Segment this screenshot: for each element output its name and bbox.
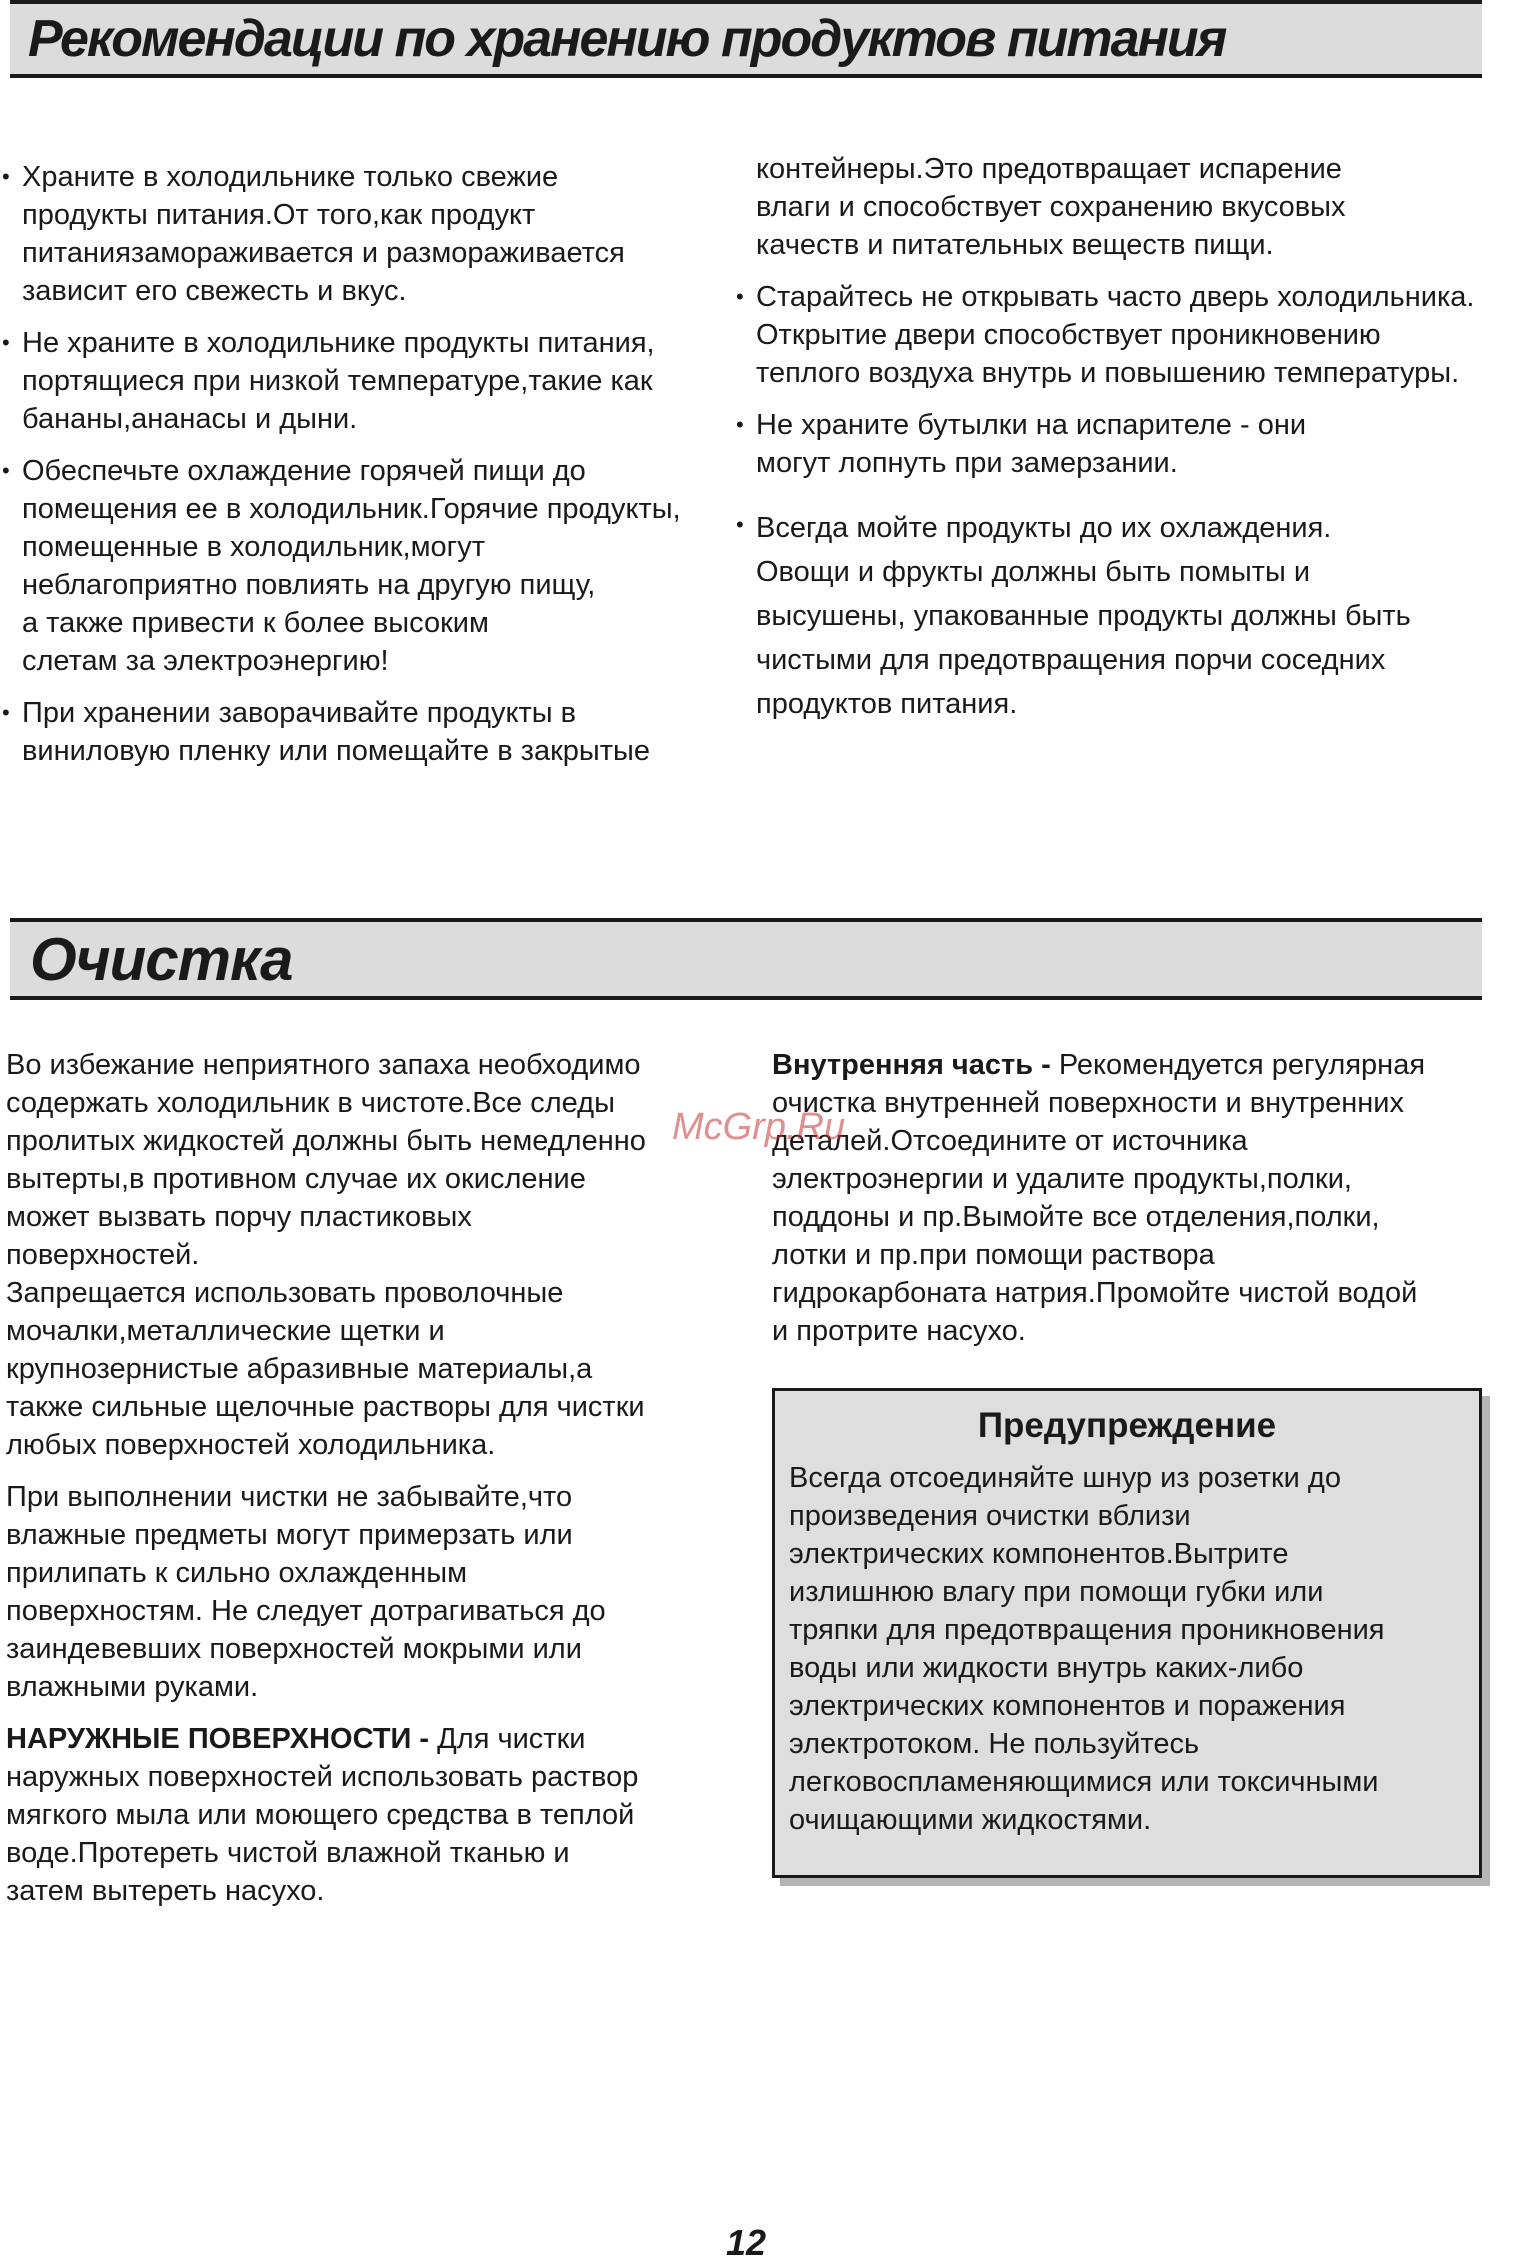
cleaning-paragraph: При выполнении чистки не забывайте,что влажные предметы могут примерзать или прилипать к сильно охлажденным поверхностям. Не следует дотрагиваться до заиндевевших поверхностей мокрыми или влажными руками. [6, 1481, 606, 1703]
storage-bullet: • При хранении заворачивайте продукты в виниловую пленку или помещайте в закрытые [2, 694, 722, 770]
cleaning-right-column [772, 1046, 1492, 1364]
storage-bullet: • Не храните в холодильнике продукты питания, портящиеся при низкой температуре,такие как бананы,ананасы и дыни. [2, 324, 722, 438]
warning-title: Предупреждение [977, 1406, 1277, 1445]
cleaning-paragraph: Запрещается использовать проволочные мочалки,металлические щетки и крупнозернистые абразивные материалы,а также сильные щелочные растворы для чистки любых поверхностей холодильника. [6, 1277, 645, 1461]
watermark: McGrp.Ru [672, 1106, 846, 1148]
warning-box [772, 1388, 1482, 1878]
cleaning-left-column [6, 1046, 726, 1924]
bullet-icon: • [736, 512, 744, 537]
warning-text: Всегда отсоединяйте шнур из розетки до произведения очистки вблизи электрических компонентов.Вытрите излишнюю влагу при помощи губки или тряпки для предотвращения проникновения воды или жидкости внутрь каких-либо электрических компонентов и поражения электротоком. Не пользуйтесь легковоспламеняющимися или токсичными очищающими жидкостями. [789, 1462, 1385, 1836]
page-number: 12 [726, 2222, 767, 2263]
bullet-icon: • [736, 412, 744, 437]
interior-paragraph: Внутренняя часть - Рекомендуется регулярная очистка внутренней поверхности и внутренних деталей.Отсоедините от источника электроэнергии и удалите продукты,полки, поддоны и пр.Вымойте все отделения,полки, лотки и пр.при помощи раствора гидрокарбоната натрия.Промойте чистой водой и протрите насухо. [772, 1049, 1426, 1347]
storage-bullet: • Не храните бутылки на испарителе - они могут лопнуть при замерзании. [736, 406, 1536, 482]
cleaning-paragraph: Во избежание неприятного запаха необходимо содержать холодильник в чистоте.Все следы пролитых жидкостей должны быть немедленно вытерты,в противном случае их окисление может вызвать порчу пластиковых поверхностей. [6, 1049, 646, 1271]
storage-section-banner [10, 0, 1482, 78]
interior-heading: Внутренняя часть - [772, 1049, 1059, 1081]
storage-bullet: • Старайтесь не открывать часто дверь холодильника. Открытие двери способствует проникновению теплого воздуха внутрь и повышению температуры. [736, 278, 1536, 392]
bullet-icon: • [2, 458, 10, 483]
storage-left-column [2, 158, 722, 770]
storage-right-column [736, 150, 1536, 726]
bullet-icon: • [2, 700, 10, 725]
storage-bullet: • Всегда мойте продукты до их охлаждения. Овощи и фрукты должны быть помыты и высушены, упакованные продукты должны быть чистыми для предотвращения порчи соседних продуктов питания. [736, 506, 1536, 726]
exterior-heading: НАРУЖНЫЕ ПОВЕРХНОСТИ - [6, 1723, 438, 1755]
storage-bullet: • Храните в холодильнике только свежие продукты питания.От того,как продукт питаниязамораживается и размораживается зависит его свежесть и вкус. [2, 158, 722, 310]
bullet-icon: • [2, 330, 10, 355]
storage-section-title: Рекомендации по хранению продуктов питания [28, 10, 1226, 68]
cleaning-section-banner [10, 918, 1482, 1000]
bullet-icon: • [2, 164, 10, 189]
cleaning-section-title: Очистка [30, 926, 293, 993]
storage-bullet: • Обеспечьте охлаждение горячей пищи до помещения ее в холодильник.Горячие продукты, помещенные в холодильник,могут неблагоприятно повлиять на другую пищу, а также привести к более высоким слетам за электроэнергию! [2, 452, 722, 680]
bullet-icon: • [736, 284, 744, 309]
storage-continuation: контейнеры.Это предотвращает испарение влаги и способствует сохранению вкусовых качеств и питательных веществ пищи. [756, 153, 1346, 261]
exterior-paragraph: НАРУЖНЫЕ ПОВЕРХНОСТИ - Для чистки наружных поверхностей использовать раствор мягкого мыла или моющего средства в теплой воде.Протереть чистой влажной тканью и затем вытереть насухо. [6, 1723, 639, 1907]
